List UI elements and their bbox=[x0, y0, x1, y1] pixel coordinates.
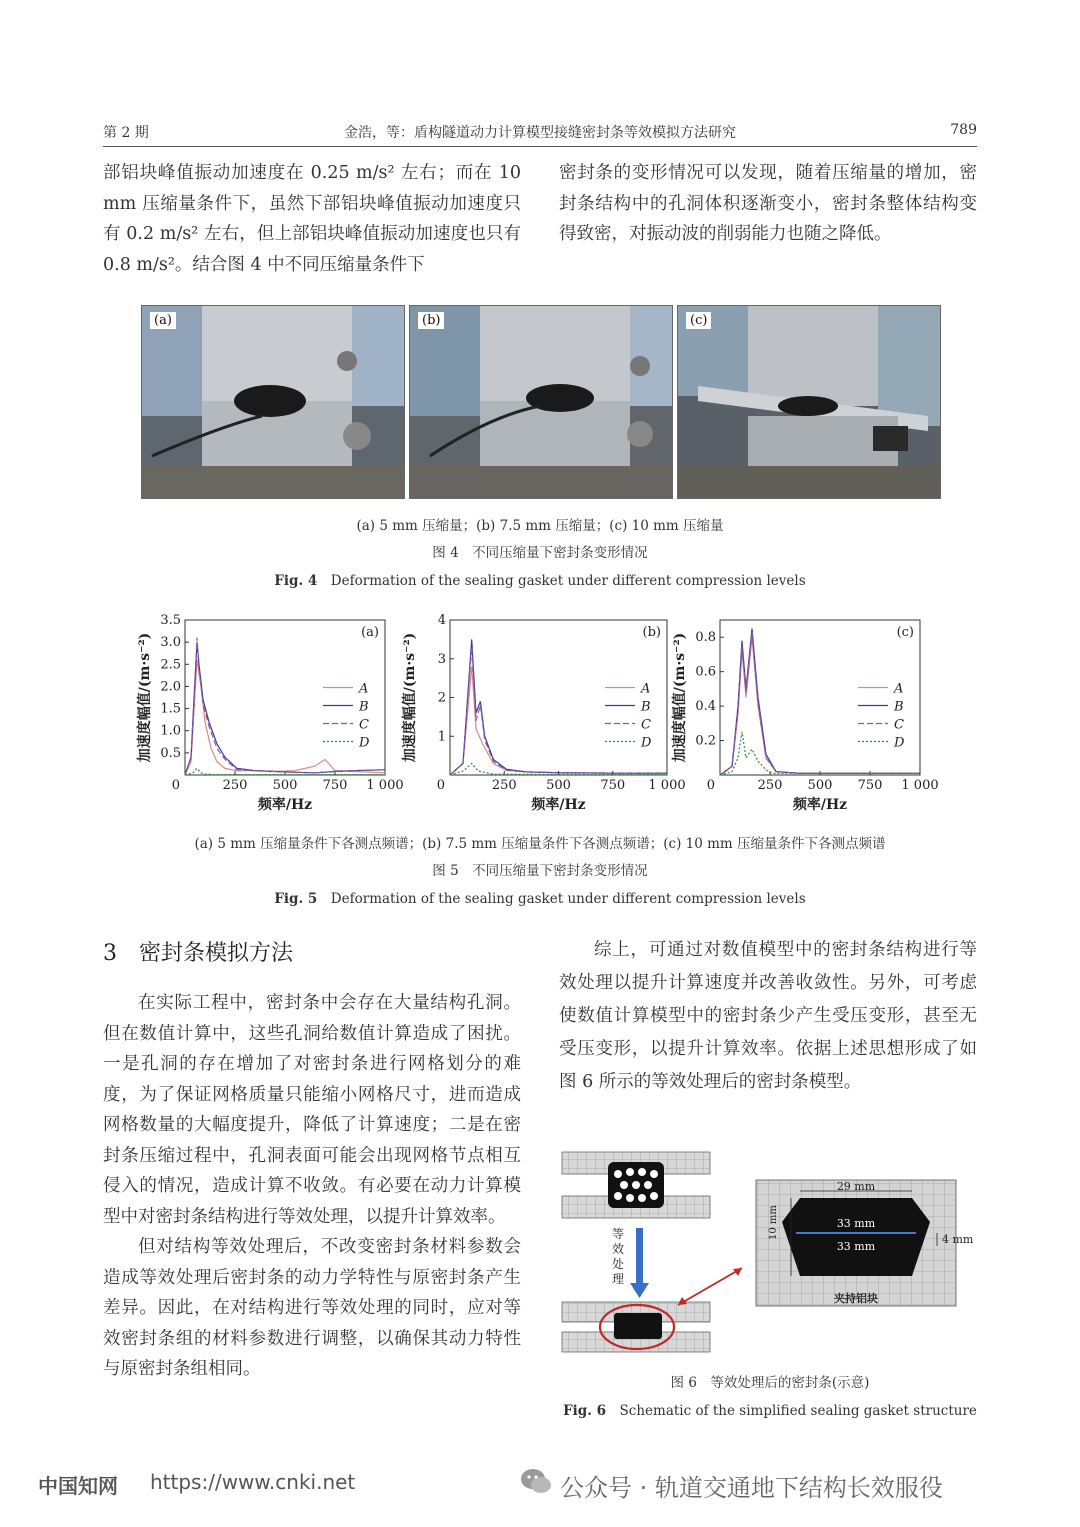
series-line-D bbox=[720, 732, 920, 775]
fig4-caption-en-label: Fig. 4 bbox=[274, 573, 318, 589]
legend-label-D: D bbox=[641, 735, 652, 751]
y-tick-label: 0.8 bbox=[695, 630, 716, 646]
fig6-block-label: 夹持铝块 bbox=[834, 1292, 878, 1305]
x-axis-label: 频率/Hz bbox=[792, 797, 848, 813]
y-tick-label: 2.5 bbox=[160, 657, 181, 673]
fig4-label-a: (a) bbox=[150, 312, 176, 329]
x-tick-label: 0 bbox=[171, 778, 180, 793]
fig6-arrow-label-3: 处 bbox=[612, 1257, 625, 1271]
fig5-caption-en-label: Fig. 5 bbox=[274, 891, 318, 907]
section-title: 3 密封条模拟方法 bbox=[103, 941, 293, 966]
fig6-dim-top: 29 mm bbox=[836, 1180, 876, 1193]
header-title: 金浩，等：盾构隧道动力计算模型接缝密封条等效模拟方法研究 bbox=[344, 125, 736, 141]
x-tick-label: 250 bbox=[757, 778, 783, 793]
series-line-B bbox=[450, 639, 667, 775]
chart-frame bbox=[185, 620, 385, 775]
legend-label-B: B bbox=[359, 699, 369, 715]
y-tick-label: 1 bbox=[437, 729, 446, 745]
fig5-caption-en-text: Deformation of the sealing gasket under different compression levels bbox=[330, 891, 806, 907]
fig5-caption-cn: 图 5 不同压缩量下密封条变形情况 bbox=[432, 863, 648, 879]
y-tick-label: 0.5 bbox=[160, 745, 181, 761]
x-axis-label: 频率/Hz bbox=[531, 797, 586, 813]
x-tick-label: 250 bbox=[491, 778, 517, 793]
footer-wechat: 公众号 · 轨道交通地下结构长效服役 bbox=[560, 1474, 943, 1502]
fig4-photo-c-image bbox=[678, 306, 940, 498]
fig6-caption-en-text: Schematic of the simplified sealing gasket structure bbox=[619, 1403, 977, 1419]
legend-label-C: C bbox=[359, 717, 369, 733]
series-line-B bbox=[185, 642, 385, 775]
fig6-arrow-label-2: 效 bbox=[612, 1242, 625, 1256]
y-tick-label: 1.5 bbox=[160, 701, 181, 717]
legend-label-C: C bbox=[894, 717, 904, 733]
y-tick-label: 0.2 bbox=[695, 733, 716, 749]
x-tick-label: 1 000 bbox=[901, 778, 939, 793]
x-axis-label: 频率/Hz bbox=[257, 797, 313, 813]
legend-label-A: A bbox=[894, 681, 904, 697]
series-line-C bbox=[720, 632, 920, 775]
x-tick-label: 1 000 bbox=[648, 778, 686, 793]
legend-label-B: B bbox=[641, 699, 651, 715]
wechat-icon bbox=[520, 1466, 552, 1496]
fig6-dim-mid1: 33 mm bbox=[836, 1217, 876, 1230]
fig6-arrow-label-1: 等 bbox=[612, 1227, 625, 1241]
fig6-diagram bbox=[560, 1150, 980, 1360]
y-tick-label: 3.5 bbox=[160, 613, 181, 628]
footer-brand: 中国知网 bbox=[38, 1474, 118, 1498]
y-axis-label: 加速度幅值/(m·s⁻²) bbox=[402, 632, 418, 763]
right-column bbox=[559, 934, 977, 1099]
series-line-A bbox=[185, 660, 385, 775]
y-tick-label: 0.6 bbox=[695, 664, 716, 680]
header-page-number: 789 bbox=[950, 122, 977, 138]
legend-label-C: C bbox=[641, 717, 651, 733]
fig4-photo-a-image bbox=[142, 306, 404, 498]
panel-label: (b) bbox=[642, 625, 661, 640]
x-tick-label: 500 bbox=[546, 778, 571, 793]
fig5-caption-en bbox=[0, 887, 1080, 907]
header-rule bbox=[103, 146, 977, 147]
fig4-caption-en bbox=[0, 569, 1080, 589]
y-tick-label: 1.0 bbox=[160, 723, 181, 739]
fig4-label-b: (b) bbox=[418, 312, 444, 329]
fig4-subcaption: (a) 5 mm 压缩量；(b) 7.5 mm 压缩量；(c) 10 mm 压缩量 bbox=[356, 518, 724, 534]
chart-frame bbox=[450, 620, 667, 775]
x-tick-label: 0 bbox=[436, 778, 445, 793]
series-line-C bbox=[185, 638, 385, 775]
legend-label-D: D bbox=[894, 735, 905, 751]
series-line-C bbox=[450, 647, 667, 775]
x-tick-label: 250 bbox=[222, 778, 248, 793]
panel-label: (a) bbox=[361, 625, 379, 640]
y-tick-label: 0.4 bbox=[695, 699, 716, 715]
right-paragraph-1: 综上，可通过对数值模型中的密封条结构进行等效处理以提升计算速度并改善收敛性。另外，可考虑使数值计算模型中的密封条少产生受压变形，甚至无受压变形，以提升计算效率。依据上述思想形成了如图 6 所示的等效处理后的密封条模型。 bbox=[559, 940, 977, 1092]
series-line-B bbox=[720, 629, 920, 775]
fig6-caption-en-label: Fig. 6 bbox=[563, 1403, 607, 1419]
y-axis-label: 加速度幅值/(m·s⁻²) bbox=[672, 632, 688, 763]
fig6-arrow-label-4: 理 bbox=[612, 1272, 625, 1286]
y-tick-label: 3 bbox=[437, 651, 446, 667]
x-tick-label: 500 bbox=[807, 778, 833, 793]
fig4-caption-cn: 图 4 不同压缩量下密封条变形情况 bbox=[432, 545, 648, 561]
fig4-photo-a bbox=[141, 305, 405, 499]
fig6-dim-left: 10 mm bbox=[768, 1205, 779, 1240]
fig5-charts bbox=[0, 605, 1080, 825]
top-left-paragraph: 部铝块峰值振动加速度在 0.25 m/s² 左右；而在 10 mm 压缩量条件下，虽然下部铝块峰值振动加速度只有 0.2 m/s² 左右，但上部铝块峰值振动加速度也只有 0.8 m/s²。结合图 4 中不同压缩量条件下 bbox=[103, 163, 521, 275]
x-tick-label: 750 bbox=[600, 778, 626, 793]
fig6-dim-mid2: 33 mm bbox=[836, 1240, 876, 1253]
fig6-dim-right: 4 mm bbox=[942, 1233, 974, 1246]
left-paragraph-1: 在实际工程中，密封条中会存在大量结构孔洞。但在数值计算中，这些孔洞给数值计算造成了困扰。一是孔洞的存在增加了对密封条进行网格划分的难度，为了保证网格质量只能缩小网格尺寸，进而造成网格数量的大幅度提升，降低了计算速度；二是在密封条压缩过程中，孔洞表面可能会出现网格节点相互侵入的情况，造成计算不收敛。有必要在动力计算模型中对密封条结构进行等效处理，以提升计算效率。 bbox=[103, 993, 521, 1227]
left-column bbox=[103, 988, 521, 1385]
y-tick-label: 2 bbox=[437, 690, 446, 706]
legend-label-A: A bbox=[641, 681, 651, 697]
fig4-photo-b-image bbox=[410, 306, 672, 498]
x-tick-label: 0 bbox=[706, 778, 715, 793]
y-tick-label: 4 bbox=[437, 613, 446, 628]
top-right-paragraph: 密封条的变形情况可以发现，随着压缩量的增加，密封条结构中的孔洞体积逐渐变小，密封条整体结构变得致密，对振动波的削弱能力也随之降低。 bbox=[559, 163, 977, 244]
fig5-subcaption: (a) 5 mm 压缩量条件下各测点频谱；(b) 7.5 mm 压缩量条件下各测点频谱；(c) 10 mm 压缩量条件下各测点频谱 bbox=[194, 836, 886, 852]
left-paragraph-2: 但对结构等效处理后，不改变密封条材料参数会造成等效处理后密封条的动力学特性与原密封条产生差异。因此，在对结构进行等效处理的同时，应对等效密封条组的材料参数进行调整，以确保其动力特性与原密封条组相同。 bbox=[103, 1237, 521, 1379]
y-tick-label: 3.0 bbox=[160, 635, 181, 651]
y-tick-label: 2.0 bbox=[160, 679, 181, 695]
fig4-photo-b bbox=[409, 305, 673, 499]
x-tick-label: 750 bbox=[857, 778, 883, 793]
footer-url[interactable]: https://www.cnki.net bbox=[150, 1470, 356, 1494]
legend-label-A: A bbox=[359, 681, 369, 697]
y-axis-label: 加速度幅值/(m·s⁻²) bbox=[137, 632, 153, 763]
panel-label: (c) bbox=[896, 625, 914, 640]
fig6-caption-en bbox=[560, 1399, 980, 1419]
fig4-caption-en-text: Deformation of the sealing gasket under different compression levels bbox=[330, 573, 806, 589]
fig6-caption-cn: 图 6 等效处理后的密封条(示意) bbox=[670, 1375, 870, 1391]
legend-label-D: D bbox=[359, 735, 370, 751]
legend-label-B: B bbox=[894, 699, 904, 715]
x-tick-label: 1 000 bbox=[366, 778, 404, 793]
fig4-label-c: (c) bbox=[686, 312, 711, 329]
x-tick-label: 500 bbox=[272, 778, 298, 793]
x-tick-label: 750 bbox=[322, 778, 348, 793]
header-issue: 第 2 期 bbox=[103, 125, 149, 141]
fig4-photo-c bbox=[677, 305, 941, 499]
